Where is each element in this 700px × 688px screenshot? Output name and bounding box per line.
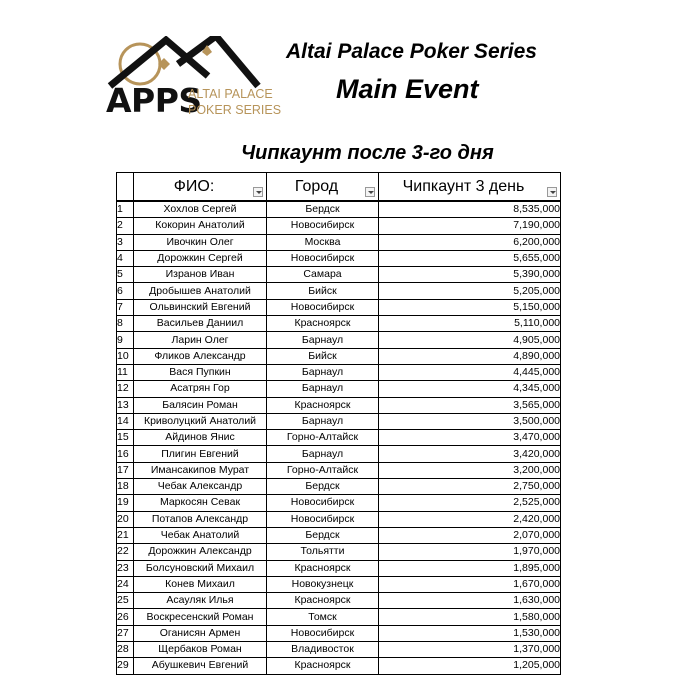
- table-row: [117, 267, 561, 283]
- player-city: Красноярск: [267, 560, 379, 576]
- row-number: 28: [117, 642, 134, 658]
- player-chips: 6,200,000: [379, 234, 561, 250]
- player-city: Новосибирск: [267, 250, 379, 266]
- player-chips: 1,670,000: [379, 576, 561, 592]
- col-header-chips: [379, 173, 561, 202]
- player-name: Плигин Евгений: [134, 446, 267, 462]
- table-row: [117, 511, 561, 527]
- player-city: Самара: [267, 267, 379, 283]
- player-city: Барнаул: [267, 446, 379, 462]
- player-city: Томск: [267, 609, 379, 625]
- table-row: [117, 234, 561, 250]
- player-city: Владивосток: [267, 642, 379, 658]
- table-row: [117, 495, 561, 511]
- table-header-row: [117, 173, 561, 202]
- player-city: Новосибирск: [267, 511, 379, 527]
- player-chips: 5,205,000: [379, 283, 561, 299]
- row-number: 15: [117, 430, 134, 446]
- player-name: Чебак Анатолий: [134, 527, 267, 543]
- player-chips: 3,470,000: [379, 430, 561, 446]
- player-chips: 8,535,000: [379, 201, 561, 218]
- row-number: 10: [117, 348, 134, 364]
- table-row: [117, 250, 561, 266]
- apps-logo: [106, 36, 282, 126]
- player-chips: 1,580,000: [379, 609, 561, 625]
- player-city: Тольятти: [267, 544, 379, 560]
- player-city: Новосибирск: [267, 625, 379, 641]
- col-header-name-label: ФИО:: [173, 178, 215, 195]
- player-chips: 5,110,000: [379, 316, 561, 332]
- table-row: [117, 283, 561, 299]
- player-name: Вася Пупкин: [134, 364, 267, 380]
- row-number: 5: [117, 267, 134, 283]
- table-row: [117, 527, 561, 543]
- table-row: [117, 479, 561, 495]
- player-city: Москва: [267, 234, 379, 250]
- row-number: 29: [117, 658, 134, 674]
- player-name: Васильев Даниил: [134, 316, 267, 332]
- row-number: 23: [117, 560, 134, 576]
- player-city: Бердск: [267, 527, 379, 543]
- player-chips: 3,565,000: [379, 397, 561, 413]
- table-row: [117, 316, 561, 332]
- row-number: 12: [117, 381, 134, 397]
- player-city: Горно-Алтайск: [267, 462, 379, 478]
- table-row: [117, 348, 561, 364]
- player-chips: 7,190,000: [379, 218, 561, 234]
- player-name: Изранов Иван: [134, 267, 267, 283]
- row-number: 8: [117, 316, 134, 332]
- player-city: Красноярск: [267, 316, 379, 332]
- player-name: Хохлов Сергей: [134, 201, 267, 218]
- table-row: [117, 462, 561, 478]
- player-name: Дробышев Анатолий: [134, 283, 267, 299]
- player-city: Бийск: [267, 283, 379, 299]
- table-row: [117, 381, 561, 397]
- col-header-name: [134, 173, 267, 202]
- player-chips: 4,905,000: [379, 332, 561, 348]
- table-row: [117, 642, 561, 658]
- row-number: 2: [117, 218, 134, 234]
- player-chips: 1,370,000: [379, 642, 561, 658]
- player-chips: 1,205,000: [379, 658, 561, 674]
- player-city: Барнаул: [267, 381, 379, 397]
- table-row: [117, 658, 561, 674]
- player-city: Бердск: [267, 479, 379, 495]
- row-number: 24: [117, 576, 134, 592]
- table-row: [117, 430, 561, 446]
- row-number: 11: [117, 364, 134, 380]
- player-name: Болсуновский Михаил: [134, 560, 267, 576]
- row-number: 20: [117, 511, 134, 527]
- player-city: Новосибирск: [267, 218, 379, 234]
- logo-line-1: ALTAI PALACE: [188, 87, 273, 101]
- table-row: [117, 332, 561, 348]
- player-name: Маркосян Севак: [134, 495, 267, 511]
- player-city: Новокузнецк: [267, 576, 379, 592]
- logo-line-2: POKER SERIES: [188, 103, 282, 117]
- filter-dropdown-icon[interactable]: [547, 187, 557, 197]
- row-number: 6: [117, 283, 134, 299]
- table-row: [117, 446, 561, 462]
- row-number: 18: [117, 479, 134, 495]
- col-header-city-label: Город: [294, 178, 339, 195]
- table-row: [117, 201, 561, 218]
- player-name: Ивочкин Олег: [134, 234, 267, 250]
- player-name: Имансакипов Мурат: [134, 462, 267, 478]
- player-city: Новосибирск: [267, 299, 379, 315]
- player-name: Ольвинский Евгений: [134, 299, 267, 315]
- table-row: [117, 625, 561, 641]
- table-row: [117, 364, 561, 380]
- player-city: Барнаул: [267, 364, 379, 380]
- player-name: Кокорин Анатолий: [134, 218, 267, 234]
- row-number: 16: [117, 446, 134, 462]
- chipcount-table: [116, 172, 561, 675]
- player-city: Красноярск: [267, 397, 379, 413]
- player-name: Воскресенский Роман: [134, 609, 267, 625]
- table-row: [117, 413, 561, 429]
- player-name: Балясин Роман: [134, 397, 267, 413]
- player-chips: 3,200,000: [379, 462, 561, 478]
- player-chips: 1,970,000: [379, 544, 561, 560]
- player-chips: 1,530,000: [379, 625, 561, 641]
- col-header-chips-label: Чипкаунт 3 день: [402, 178, 525, 195]
- player-chips: 5,390,000: [379, 267, 561, 283]
- row-number: 1: [117, 201, 134, 218]
- chipcount-subtitle: Чипкаунт после 3-го дня: [241, 142, 494, 164]
- row-number: 7: [117, 299, 134, 315]
- player-city: Бийск: [267, 348, 379, 364]
- row-number: 19: [117, 495, 134, 511]
- player-name: Абушкевич Евгений: [134, 658, 267, 674]
- player-name: Чебак Александр: [134, 479, 267, 495]
- player-city: Новосибирск: [267, 495, 379, 511]
- player-chips: 3,500,000: [379, 413, 561, 429]
- player-chips: 5,150,000: [379, 299, 561, 315]
- col-header-index: [117, 173, 134, 202]
- table-row: [117, 593, 561, 609]
- player-chips: 1,895,000: [379, 560, 561, 576]
- logo-wordmark: APPS: [106, 81, 202, 120]
- player-chips: 4,890,000: [379, 348, 561, 364]
- row-number: 25: [117, 593, 134, 609]
- row-number: 3: [117, 234, 134, 250]
- event-title: Main Event: [336, 74, 479, 104]
- table-row: [117, 576, 561, 592]
- player-name: Дорожкин Сергей: [134, 250, 267, 266]
- player-chips: 3,420,000: [379, 446, 561, 462]
- table-row: [117, 299, 561, 315]
- row-number: 13: [117, 397, 134, 413]
- player-chips: 5,655,000: [379, 250, 561, 266]
- player-city: Красноярск: [267, 593, 379, 609]
- player-city: Красноярск: [267, 658, 379, 674]
- table-row: [117, 544, 561, 560]
- player-chips: 2,750,000: [379, 479, 561, 495]
- player-chips: 4,445,000: [379, 364, 561, 380]
- player-city: Горно-Алтайск: [267, 430, 379, 446]
- player-name: Конев Михаил: [134, 576, 267, 592]
- player-name: Фликов Александр: [134, 348, 267, 364]
- row-number: 4: [117, 250, 134, 266]
- player-name: Асатрян Гор: [134, 381, 267, 397]
- table-row: [117, 560, 561, 576]
- player-city: Барнаул: [267, 413, 379, 429]
- row-number: 26: [117, 609, 134, 625]
- col-header-city: [267, 173, 379, 202]
- row-number: 27: [117, 625, 134, 641]
- table-row: [117, 397, 561, 413]
- row-number: 9: [117, 332, 134, 348]
- player-name: Ларин Олег: [134, 332, 267, 348]
- player-chips: 2,525,000: [379, 495, 561, 511]
- table-row: [117, 609, 561, 625]
- series-title: Altai Palace Poker Series: [286, 40, 537, 63]
- player-city: Бердск: [267, 201, 379, 218]
- row-number: 17: [117, 462, 134, 478]
- player-name: Оганисян Армен: [134, 625, 267, 641]
- player-chips: 4,345,000: [379, 381, 561, 397]
- player-name: Асауляк Илья: [134, 593, 267, 609]
- player-chips: 2,070,000: [379, 527, 561, 543]
- player-city: Барнаул: [267, 332, 379, 348]
- player-name: Потапов Александр: [134, 511, 267, 527]
- row-number: 22: [117, 544, 134, 560]
- player-name: Айдинов Янис: [134, 430, 267, 446]
- row-number: 21: [117, 527, 134, 543]
- player-name: Криволуцкий Анатолий: [134, 413, 267, 429]
- row-number: 14: [117, 413, 134, 429]
- player-chips: 2,420,000: [379, 511, 561, 527]
- filter-dropdown-icon[interactable]: [253, 187, 263, 197]
- player-name: Щербаков Роман: [134, 642, 267, 658]
- player-name: Дорожкин Александр: [134, 544, 267, 560]
- player-chips: 1,630,000: [379, 593, 561, 609]
- table-row: [117, 218, 561, 234]
- filter-dropdown-icon[interactable]: [365, 187, 375, 197]
